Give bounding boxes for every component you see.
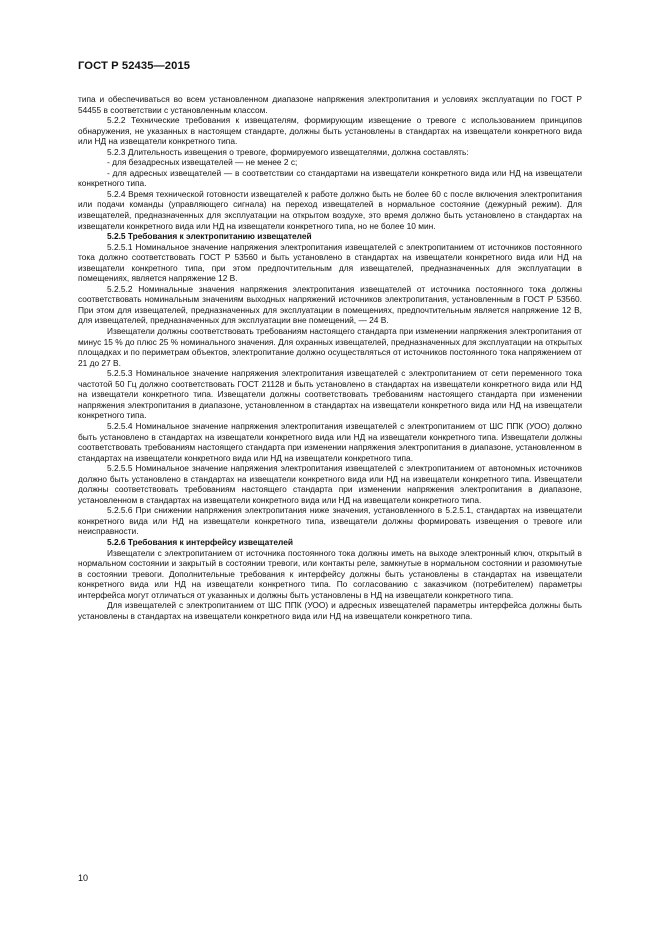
paragraph-5-2-3: 5.2.3 Длительность извещения о тревоге, формируемого извещателями, должна составлять: bbox=[107, 146, 469, 157]
paragraph-5-2-5-1: 5.2.5.1 Номинальное значение напряжения электропитания извещателей с электропитанием от источников постоянного тока должно соответствовать ГОСТ Р 53560 и быть установлено в стандартах на извещатели конкретного вида или НД на извещатели конкретного типа, при этом предпочтительным для извещателей, предназначенных для эксплуатации в помещениях, является напряжение 12 В. bbox=[78, 241, 582, 284]
list-item: - для безадресных извещателей — не менее 2 с; bbox=[107, 157, 298, 168]
paragraph-5-2-5-2: 5.2.5.2 Номинальные значения напряжения электропитания извещателей от источника постоянного тока должны соответствовать номинальным значениям выходных напряжений источников электропитания, установленным в ГОСТ Р 53560. При этом для извещателей, предназначенных для эксплуатации в помещениях, предпочтительным является напряжение 12 В, для извещателей, предназначенных для эксплуатации вне помещений, — 24 В. bbox=[78, 283, 582, 326]
paragraph-interface-dc: Извещатели с электропитанием от источника постоянного тока должны иметь на выходе электронный ключ, открытый в нормальном состоянии и закрытый в состоянии тревоги, или контакты реле, замкнутые в нормальном состоянии и разомкнутые в состоянии тревоги. Дополнительные требования к интерфейсу должны быть установлены в стандартах на извещатели конкретного вида или НД на извещатели конкретного типа. По согласованию с заказчиком (потребителем) параметры интерфейса могут отличаться от указанных и должны быть установлены в НД на извещатели конкретного типа. bbox=[78, 547, 582, 600]
paragraph-5-2-5-5: 5.2.5.5 Номинальное значение напряжения электропитания извещателей с электропитанием от автономных источников должно быть установлено в стандартах на извещатели конкретного вида или НД на извещатели конкретного типа. Извещатели должны соответствовать требованиям настоящего стандарта при изменении напряжения электропитания в диапазоне, установленном в стандартах на извещатели конкретного вида или НД на извещатели конкретного типа. bbox=[78, 463, 582, 505]
paragraph-5-2-5-3: 5.2.5.3 Номинальное значение напряжения электропитания извещателей с электропитанием от сети переменного тока частотой 50 Гц должно соответствовать ГОСТ 21128 и быть установлено в стандартах на извещатели конкретного вида или НД на извещатели конкретного типа. Извещатели должны соответствовать требованиям настоящего стандарта при изменении напряжения электропитания в диапазоне, установленном в стандартах на извещатели конкретного вида или НД на извещатели конкретного типа. bbox=[78, 368, 582, 421]
paragraph-5-2-5-6: 5.2.5.6 При снижении напряжения электропитания ниже значения, установленного в 5.2.5.1, стандартах на извещатели конкретного вида или НД на извещатели конкретного типа, извещатели должны формировать извещения о тревоге или неисправности. bbox=[78, 505, 582, 537]
document-body bbox=[78, 94, 582, 621]
page-number: 10 bbox=[78, 873, 89, 883]
paragraph-voltage-range: Извещатели должны соответствовать требованиям настоящего стандарта при изменении напряжения электропитания от минус 15 % до плюс 25 % номинального значения. Для охранных извещателей, предназначенных для эксплуатации на открытых площадках и по периметрам объектов, электропитание должно осуществляться от источников постоянного тока напряжением от 21 до 27 В. bbox=[78, 326, 582, 368]
paragraph-5-2-4: 5.2.4 Время технической готовности извещателей к работе должно быть не более 60 с после включения электропитания или подачи команды (управляющего сигнала) на переход извещателей в нормальное состояние (дежурный режим). Для извещателей, предназначенных для эксплуатации на открытом воздухе, это время должно быть установлено в стандартах на извещатели конкретного вида или НД на извещатели конкретного типа, но не более 10 мин. bbox=[78, 188, 582, 231]
paragraph-continuation: типа и обеспечиваться во всем установленном диапазоне напряжения электропитания и условиях эксплуатации по ГОСТ Р 54455 в соответствии с установленным классом. bbox=[78, 94, 582, 115]
document-header: ГОСТ Р 52435—2015 bbox=[78, 60, 191, 72]
paragraph-5-2-5-4: 5.2.5.4 Номинальное значение напряжения электропитания извещателей с электропитанием от ШС ППК (УОО) должно быть установлено в стандартах на извещатели конкретного вида или НД на извещатели конкретного типа. Извещатели должны соответствовать требованиям настоящего стандарта при изменении напряжения электропитания в диапазоне, установленном в стандартах на извещатели конкретного вида или НД на извещатели конкретного типа. bbox=[78, 420, 582, 463]
section-heading-5-2-5: 5.2.5 Требования к электропитанию извещателей bbox=[107, 231, 312, 242]
paragraph-interface-addressable: Для извещателей с электропитанием от ШС ППК (УОО) и адресных извещателей параметры интерфейса должны быть установлены в стандартах на извещатели конкретного вида или НД на извещатели конкретного типа. bbox=[78, 600, 582, 621]
section-heading-5-2-6: 5.2.6 Требования к интерфейсу извещателей bbox=[107, 536, 293, 547]
list-item: - для адресных извещателей — в соответствии со стандартами на извещатели конкретного вида или НД на извещатели конкретного типа. bbox=[78, 167, 582, 189]
paragraph-5-2-2: 5.2.2 Технические требования к извещателям, формирующим извещение о тревоге с использованием принципов обнаружения, не указанных в настоящем стандарте, должны быть установлены в стандартах на извещатели конкретного вида или НД на извещатели конкретного типа. bbox=[78, 115, 582, 147]
